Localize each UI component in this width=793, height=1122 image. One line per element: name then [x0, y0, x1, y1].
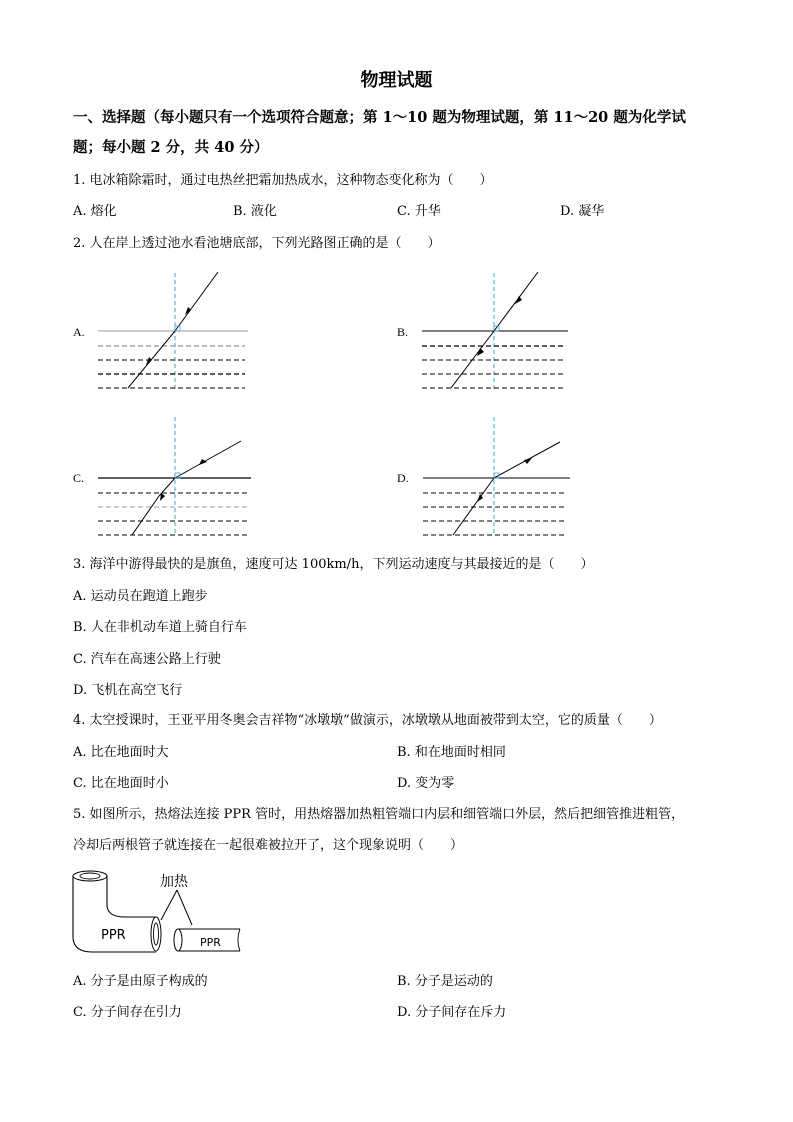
q3-option-a[interactable]: A. 运动员在跑道上跑步: [73, 589, 208, 604]
q3-option-d[interactable]: D. 飞机在高空飞行: [73, 683, 183, 698]
question-3-stem: 3. 海洋中游得最快的是旗鱼，速度可达 100km/h，下列运动速度与其最接近的是（ ）: [73, 557, 594, 572]
q5-option-b[interactable]: B. 分子是运动的: [397, 974, 493, 989]
q5-option-a[interactable]: A. 分子是由原子构成的: [73, 974, 208, 989]
q1-option-d[interactable]: D. 凝华: [560, 204, 605, 219]
section-heading-line2: 题；每小题 2 分，共 40 分）: [73, 139, 269, 156]
q1-option-a[interactable]: A. 熔化: [73, 204, 117, 219]
section-heading-line1: 一、选择题（每小题只有一个选项符合题意；第 1～10 题为物理试题，第 11～20 题为化学试: [73, 109, 686, 126]
q5-option-d[interactable]: D. 分子间存在斥力: [397, 1005, 507, 1020]
q3-option-c[interactable]: C. 汽车在高速公路上行驶: [73, 652, 221, 667]
q4-option-d[interactable]: D. 变为零: [397, 776, 455, 791]
q2-diagram-a-label[interactable]: A.: [73, 325, 85, 339]
q2-diagram-b-label[interactable]: B.: [397, 325, 409, 339]
question-4-stem: 4. 太空授课时，王亚平用冬奥会吉祥物“冰墩墩”做演示，冰墩墩从地面被带到太空，它的质量（ ）: [73, 713, 662, 728]
page-title: 物理试题: [360, 70, 433, 91]
q2-diagram-d: [420, 414, 580, 539]
q4-option-a[interactable]: A. 比在地面时大: [73, 745, 169, 760]
q5-option-c[interactable]: C. 分子间存在引力: [73, 1005, 182, 1020]
q5-pipe-label-right: PPR: [200, 936, 221, 949]
question-5-stem-line2: 冷却后两根管子就连接在一起很难被拉开了，这个现象说明（ ）: [73, 838, 464, 853]
q4-option-b[interactable]: B. 和在地面时相同: [397, 745, 506, 760]
q5-heat-label: 加热: [160, 874, 188, 890]
question-2-stem: 2. 人在岸上透过池水看池塘底部，下列光路图正确的是（ ）: [73, 236, 441, 251]
q2-diagram-d-label[interactable]: D.: [397, 471, 409, 485]
q2-diagram-b: [420, 268, 580, 393]
question-5-stem-line1: 5. 如图所示，热熔法连接 PPR 管时，用热熔器加热粗管端口内层和细管端口外层，然后把细管推进粗管，: [73, 807, 685, 822]
q5-pipe-label-left: PPR: [101, 928, 126, 943]
q2-diagram-a: [95, 268, 255, 393]
q1-option-c[interactable]: C. 升华: [397, 204, 441, 219]
q2-diagram-c: [95, 414, 255, 539]
q4-option-c[interactable]: C. 比在地面时小: [73, 776, 169, 791]
q3-option-b[interactable]: B. 人在非机动车道上骑自行车: [73, 620, 247, 635]
q1-option-b[interactable]: B. 液化: [233, 204, 277, 219]
q2-diagram-c-label[interactable]: C.: [73, 471, 85, 485]
question-1-stem: 1. 电冰箱除霜时，通过电热丝把霜加热成水，这种物态变化称为（ ）: [73, 173, 493, 188]
